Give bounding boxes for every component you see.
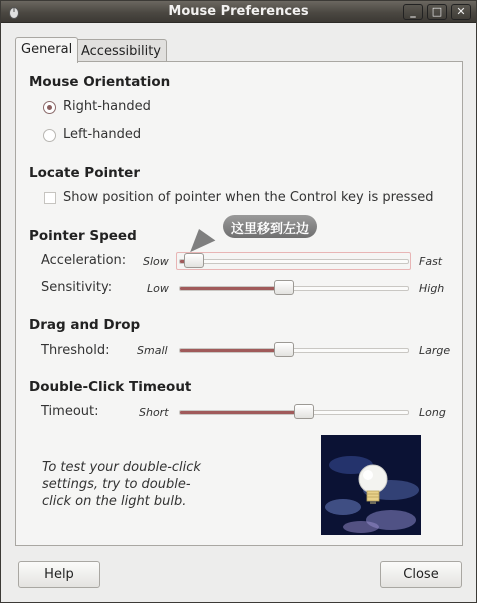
threshold-low-label: Small (137, 344, 168, 357)
timeout-high-label: Long (419, 406, 446, 419)
threshold-label: Threshold: (41, 343, 110, 358)
timeout-slider-thumb[interactable] (294, 404, 314, 419)
tab-accessibility[interactable]: Accessibility (75, 39, 167, 62)
sensitivity-slider-fill (180, 287, 284, 290)
acceleration-slider[interactable] (179, 259, 409, 264)
tab-general[interactable]: General (15, 37, 78, 63)
double-click-help-text: To test your double-click settings, try to double-click on the light bulb. (42, 460, 201, 509)
section-title-locate-pointer: Locate Pointer (29, 165, 140, 181)
light-bulb-test-area[interactable] (321, 435, 421, 535)
close-window-button[interactable]: ✕ (451, 4, 471, 20)
sensitivity-high-label: High (419, 282, 445, 295)
annotation-callout: 这里移到左边 (223, 215, 317, 238)
light-bulb-icon[interactable] (321, 435, 421, 535)
right-handed-radio[interactable] (43, 101, 56, 114)
timeout-slider-fill (180, 411, 304, 414)
acceleration-high-label: Fast (419, 255, 443, 268)
section-title-drag-drop: Drag and Drop (29, 317, 141, 333)
timeout-label: Timeout: (41, 404, 99, 419)
minimize-button[interactable]: _ (403, 4, 423, 20)
maximize-button[interactable]: □ (427, 4, 447, 20)
acceleration-label: Acceleration: (41, 253, 127, 268)
threshold-high-label: Large (419, 344, 451, 357)
threshold-slider[interactable] (179, 348, 409, 353)
right-handed-label[interactable]: Right-handed (63, 99, 151, 114)
timeout-slider[interactable] (179, 410, 409, 415)
left-handed-label[interactable]: Left-handed (63, 127, 142, 142)
threshold-slider-fill (180, 349, 284, 352)
help-button[interactable]: Help (18, 561, 100, 588)
title-bar[interactable] (1, 1, 476, 23)
sensitivity-label: Sensitivity: (41, 280, 113, 295)
threshold-slider-thumb[interactable] (274, 342, 294, 357)
left-handed-radio[interactable] (43, 129, 56, 142)
section-title-orientation: Mouse Orientation (29, 74, 171, 90)
show-pointer-checkbox[interactable] (44, 192, 56, 204)
sensitivity-slider-thumb[interactable] (274, 280, 294, 295)
acceleration-low-label: Slow (143, 255, 169, 268)
window-title: Mouse Preferences (168, 4, 309, 19)
section-title-pointer-speed: Pointer Speed (29, 228, 137, 244)
sensitivity-slider[interactable] (179, 286, 409, 291)
sensitivity-low-label: Low (147, 282, 169, 295)
timeout-low-label: Short (139, 406, 169, 419)
close-button[interactable]: Close (380, 561, 462, 588)
section-title-double-click: Double-Click Timeout (29, 379, 192, 395)
show-pointer-label[interactable]: Show position of pointer when the Control key is pressed (63, 190, 434, 205)
